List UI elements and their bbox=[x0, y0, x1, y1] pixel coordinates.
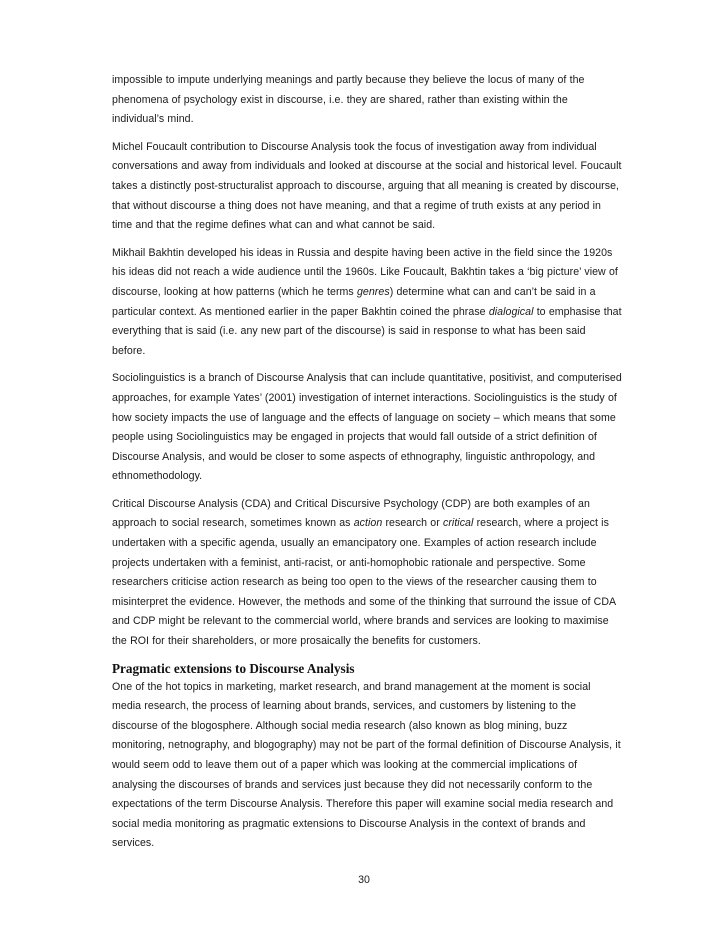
paragraph-critical-discourse-analysis bbox=[112, 495, 622, 652]
text-run: to emphasise that everything that is said (i.e. any new part of the discourse) is said in response to what has been said before. bbox=[112, 305, 622, 357]
paragraph-discursive-psychology-end bbox=[112, 71, 622, 130]
text-run: Michel Foucault contribution to Discourse Analysis took the focus of investigation away from individual conversations and away from individuals and looked at discourse at the social and historical level. Foucault takes a distinctly post-structuralist approach to discourse, arguing that all meaning is created by discourse, that without discourse a thing does not have meaning, and that a regime of truth exists at any period in time and that the regime defines what can and what cannot be said. bbox=[112, 140, 622, 232]
text-run: One of the hot topics in marketing, market research, and brand management at the moment is social media research, the process of learning about brands, services, and customers by listening to the discourse of the blogosphere. Although social media research (also known as blog mining, buzz monitoring, netnography, and blogography) may not be part of the formal definition of Discourse Analysis, it would seem odd to leave them out of a paper which was looking at the commercial implications of analysing the discourses of brands and services just because they did not necessarily conform to the expectations of the term Discourse Analysis. Therefore this paper will examine social media research and social media monitoring as pragmatic extensions to Discourse Analysis in the context of brands and services. bbox=[112, 680, 621, 850]
paragraph-sociolinguistics bbox=[112, 369, 622, 487]
text-run: research, where a project is undertaken with a specific agenda, usually an emancipatory one. Examples of action research include projects undertaken with a feminist, anti-racist, or anti-homophobic rationale and perspective. Some researchers criticise action research as being too open to the views of the researcher causing them to misinterpret the evidence. However, the methods and some of the thinking that surround the issue of CDA and CDP might be relevant to the commercial world, where brands and services are looking to maximise the ROI for their shareholders, or more prosaically the benefits for customers. bbox=[112, 517, 616, 648]
page-body bbox=[112, 71, 622, 862]
paragraph-bakhtin bbox=[112, 244, 622, 362]
italic-term: genres bbox=[356, 285, 390, 298]
italic-term: action bbox=[353, 517, 383, 530]
section-heading: Pragmatic extensions to Discourse Analysis bbox=[112, 660, 355, 676]
text-run: Critical Discourse Analysis (CDA) and Critical Discursive Psychology (CDP) are both examples of an approach to social research, sometimes known as bbox=[112, 497, 590, 530]
paragraph-foucault bbox=[112, 138, 622, 236]
text-run: impossible to impute underlying meanings and partly because they believe the locus of many of the phenomena of psychology exist in discourse, i.e. they are shared, rather than existing within the individual’s mind. bbox=[112, 74, 585, 126]
italic-term: critical bbox=[442, 517, 474, 530]
text-run: ) determine what can and can’t be said in a particular context. As mentioned earlier in the paper Bakhtin coined the phrase bbox=[112, 285, 596, 318]
text-run: Mikhail Bakhtin developed his ideas in Russia and despite having been active in the field since the 1920s his ideas did not reach a wide audience until the 1960s. Like Foucault, Bakhtin takes a ‘big picture’ view of discourse, looking at how patterns (which he terms bbox=[112, 246, 618, 298]
paragraph-social-media-research bbox=[112, 678, 622, 854]
page-number: 30 bbox=[358, 874, 370, 886]
text-run: research or bbox=[382, 517, 443, 530]
text-run: Sociolinguistics is a branch of Discourse Analysis that can include quantitative, positivist, and computerised approaches, for example Yates’ (2001) investigation of internet interactions. Sociolinguistics is the study of how society impacts the use of language and the effects of language on society – which means that some people using Sociolinguistics may be engaged in projects that would fall outside of a strict definition of Discourse Analysis, and would be closer to some aspects of ethnography, linguistic anthropology, and ethnomethodology. bbox=[112, 372, 622, 483]
italic-term: dialogical bbox=[488, 305, 534, 318]
